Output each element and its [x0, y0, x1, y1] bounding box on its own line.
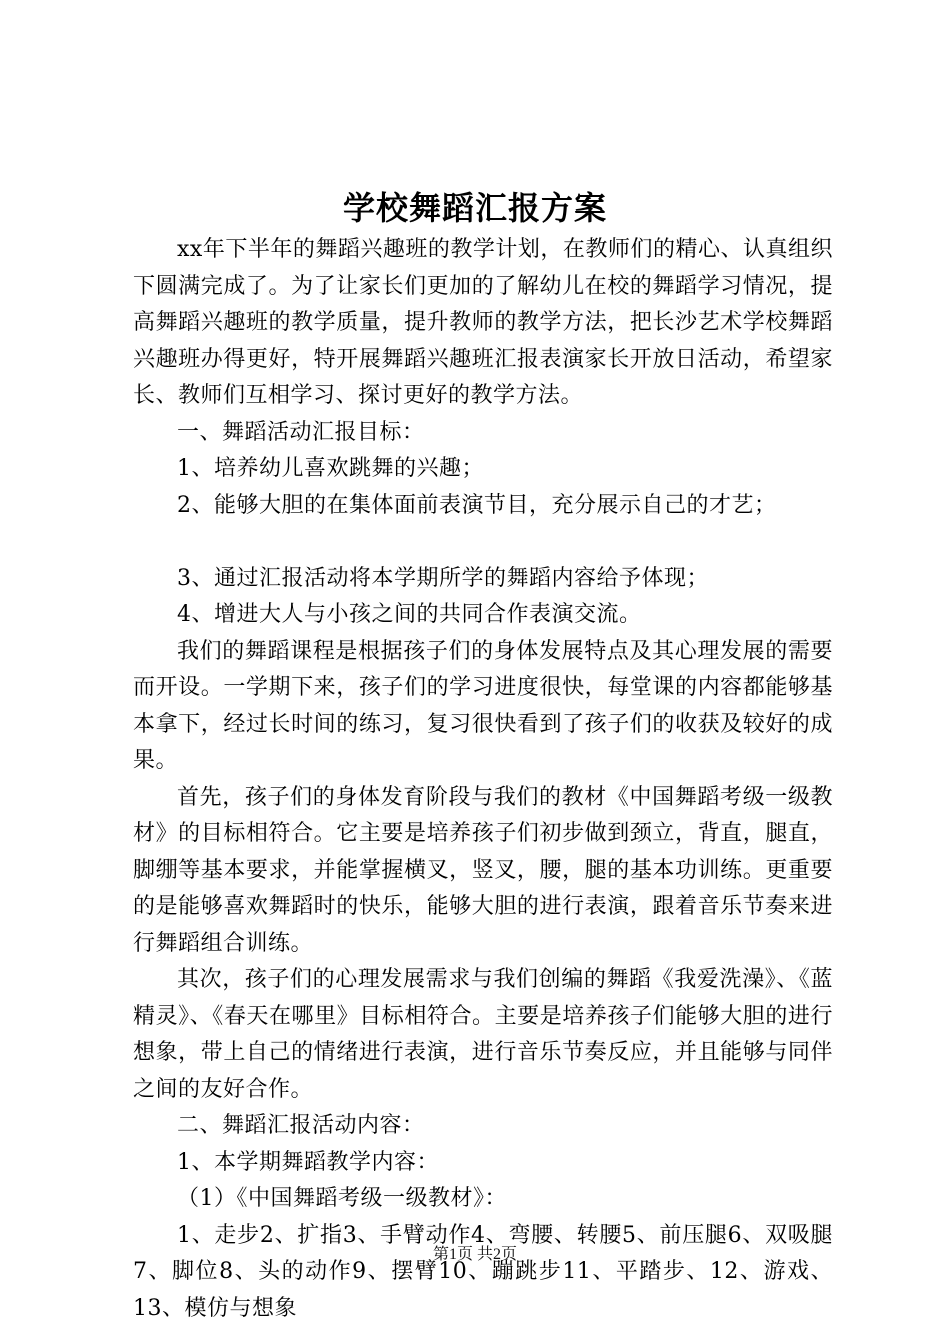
document-title: 学校舞蹈汇报方案 — [342, 189, 607, 227]
document-body — [133, 232, 833, 1327]
section-heading-goals: 一、舞蹈活动汇报目标： — [177, 419, 425, 445]
first-point-paragraph: 首先，孩子们的身体发育阶段与我们的教材《中国舞蹈考级一级教材》的目标相符合。它主要是培养孩子们初步做到颈立，背直，腿直，脚绷等基本要求，并能掌握横叉，竖叉，腰，腿的基本功训练。更重要的是能够喜欢舞蹈时的快乐，能够大胆的进行表演，跟着音乐节奏来进行舞蹈组合训练。 — [133, 784, 833, 956]
content-item-1: 1、本学期舞蹈教学内容： — [177, 1149, 439, 1175]
content-subitem-1: （1）《中国舞蹈考级一级教材》： — [177, 1186, 507, 1211]
goal-item-2: 2、能够大胆的在集体面前表演节目，充分展示自己的才艺； — [177, 492, 777, 518]
section-heading-content: 二、舞蹈汇报活动内容： — [177, 1113, 425, 1138]
page-footer: 第1页 共2页 — [432, 1246, 517, 1263]
content-list-paragraph: 1、走步2、扩指3、手臂动作4、弯腰、转腰5、前压腿6、双吸腿7、脚位8、头的动作9、摆臂10、蹦跳步11、平踏步、12、游戏、13、模仿与想象 — [133, 1222, 833, 1321]
course-paragraph: 我们的舞蹈课程是根据孩子们的身体发展特点及其心理发展的需要而开设。一学期下来，孩子们的学习进度很快，每堂课的内容都能够基本拿下，经过长时间的练习，复习很快看到了孩子们的收获及较好的成果。 — [133, 638, 833, 773]
goal-item-1: 1、培养幼儿喜欢跳舞的兴趣； — [177, 456, 484, 481]
goal-item-4: 4、增进大人与小孩之间的共同合作表演交流。 — [177, 602, 642, 627]
goal-item-3: 3、通过汇报活动将本学期所学的舞蹈内容给予体现； — [177, 565, 709, 591]
second-point-paragraph: 其次，孩子们的心理发展需求与我们创编的舞蹈《我爱洗澡》、《蓝精灵》、《春天在哪里》目标相符合。主要是培养孩子们能够大胆的进行想象，带上自己的情绪进行表演，进行音乐节奏反应，并且能够与同伴之间的友好合作。 — [133, 967, 833, 1102]
intro-paragraph: xx年下半年的舞蹈兴趣班的教学计划，在教师们的精心、认真组织下圆满完成了。为了让家长们更加的了解幼儿在校的舞蹈学习情况，提高舞蹈兴趣班的教学质量，提升教师的教学方法，把长沙艺术学校舞蹈兴趣班办得更好，特开展舞蹈兴趣班汇报表演家长开放日活动，希望家长、教师们互相学习、探讨更好的教学方法。 — [133, 237, 833, 408]
